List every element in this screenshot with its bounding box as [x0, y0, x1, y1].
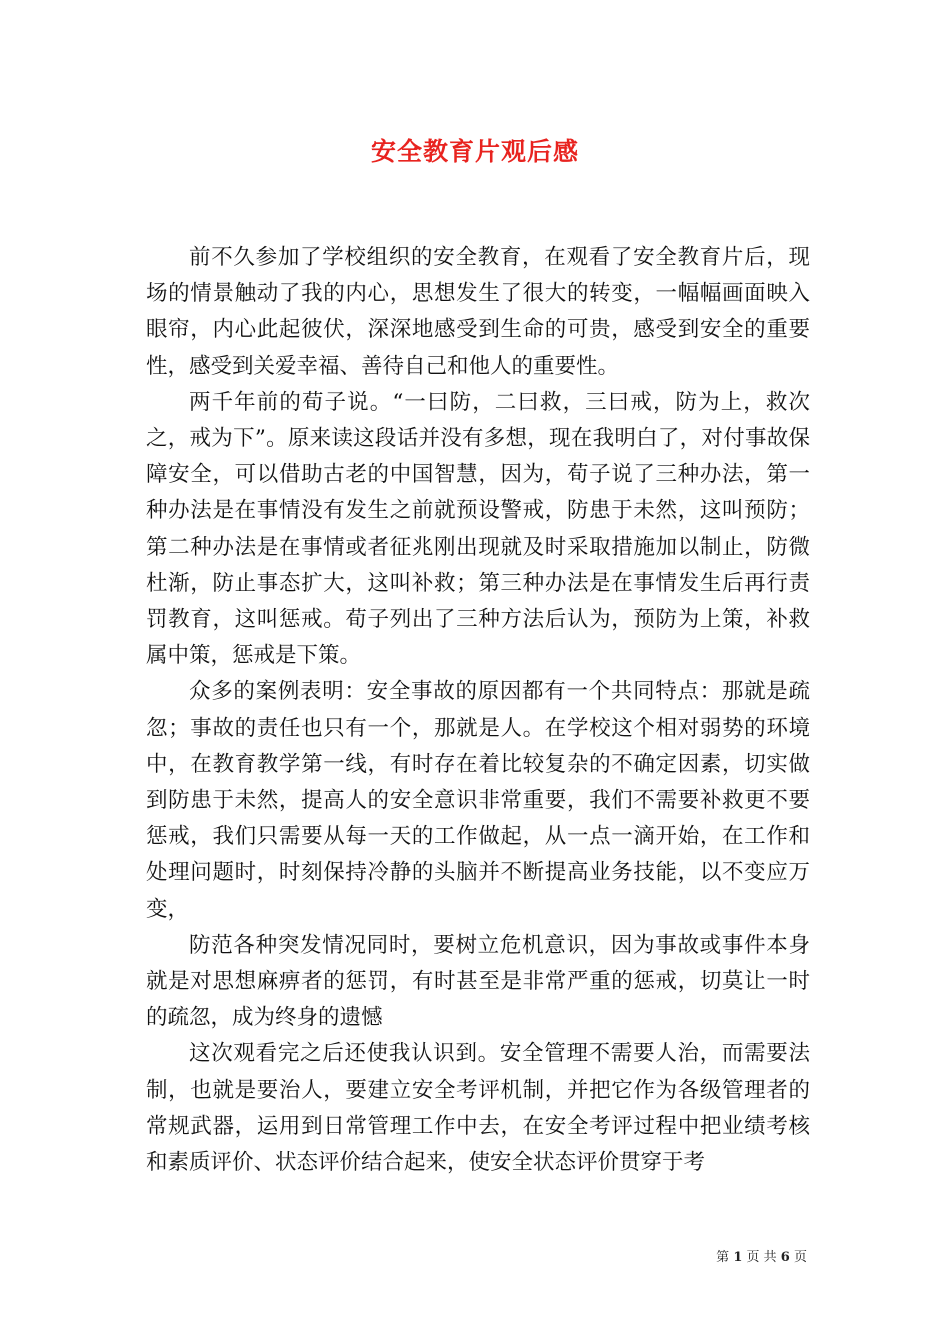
- document-body: [146, 240, 810, 1181]
- footer-page-number: 1: [733, 1250, 743, 1265]
- paragraph: 两千年前的荀子说。“一曰防，二曰救，三曰戒，防为上，救次之，戒为下”。原来读这段话并没有多想，现在我明白了，对付事故保障安全，可以借助古老的中国智慧，因为，荀子说了三种办法，第一种办法是在事情没有发生之前就预设警戒，防患于未然，这叫预防；第二种办法是在事情或者征兆刚出现就及时采取措施加以制止，防微杜渐，防止事态扩大，这叫补救；第三种办法是在事情发生后再行责罚教育，这叫惩戒。荀子列出了三种方法后认为，预防为上策，补救属中策，惩戒是下策。: [146, 389, 810, 669]
- paragraph: 防范各种突发情况同时，要树立危机意识，因为事故或事件本身就是对思想麻痹者的惩罚，有时甚至是非常严重的惩戒，切莫让一时的疏忽，成为终身的遗憾: [146, 932, 810, 1031]
- paragraph: 前不久参加了学校组织的安全教育，在观看了安全教育片后，现场的情景触动了我的内心，思想发生了很大的转变，一幅幅画面映入眼帘，内心此起彼伏，深深地感受到生命的可贵，感受到安全的重要性，感受到关爱幸福、善待自己和他人的重要性。: [146, 245, 810, 379]
- footer-total-pages: 6: [780, 1250, 790, 1265]
- footer-middle: 页 共: [746, 1250, 777, 1265]
- page-footer: [716, 1246, 807, 1265]
- footer-suffix: 页: [793, 1250, 807, 1265]
- paragraph: 这次观看完之后还使我认识到。安全管理不需要人治，而需要法制，也就是要治人，要建立安全考评机制，并把它作为各级管理者的常规武器，运用到日常管理工作中去，在安全考评过程中把业绩考核和素质评价、状态评价结合起来，使安全状态评价贯穿于考: [146, 1041, 810, 1176]
- footer-prefix: 第: [716, 1250, 730, 1265]
- page-title: 安全教育片观后感: [370, 137, 579, 166]
- paragraph: 众多的案例表明：安全事故的原因都有一个共同特点：那就是疏忽；事故的责任也只有一个，那就是人。在学校这个相对弱势的环境中，在教育教学第一线，有时存在着比较复杂的不确定因素，切实做到防患于未然，提高人的安全意识非常重要，我们不需要补救更不要惩戒，我们只需要从每一天的工作做起，从一点一滴开始，在工作和处理问题时，时刻保持冷静的头脑并不断提高业务技能，以不变应万变，: [146, 679, 810, 922]
